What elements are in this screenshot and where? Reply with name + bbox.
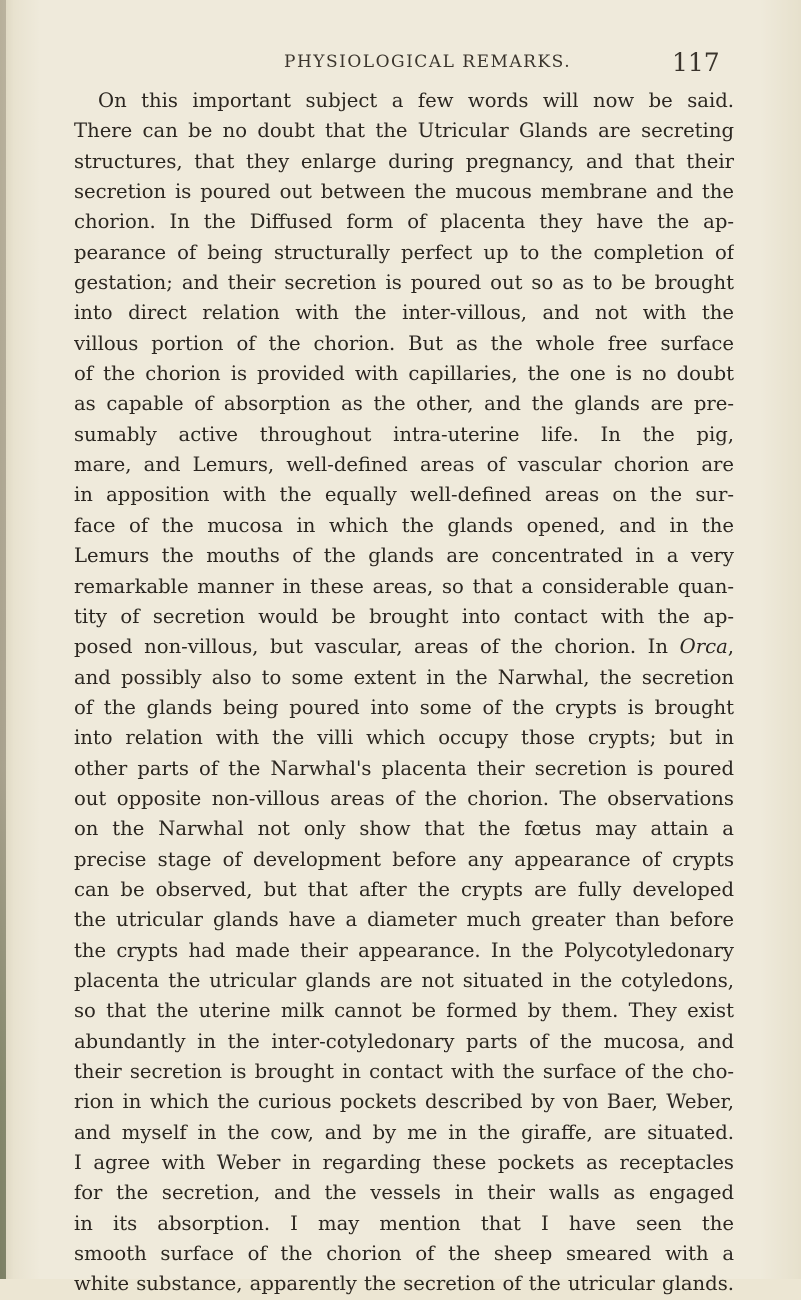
text-line: into relation with the villi which occupy those crypts; but in [74, 726, 734, 750]
text-line: white substance, apparently the secretion of the utricular glands. [74, 1272, 734, 1296]
text-line: so that the uterine milk cannot be formed by them. They exist [74, 999, 734, 1023]
text-line: Lemurs the mouths of the glands are concentrated in a very [74, 544, 734, 568]
text-line: other parts of the Narwhal's placenta their secretion is poured [74, 756, 734, 780]
text-line: There can be no doubt that the Utricular Glands are secreting [74, 119, 734, 143]
text-line: abundantly in the inter-cotyledonary parts of the mucosa, and [74, 1029, 734, 1053]
text-line: secretion is poured out between the mucous membrane and the [74, 180, 734, 204]
text-line: and possibly also to some extent in the Narwhal, the secretion [74, 665, 734, 689]
text-line: face of the mucosa in which the glands opened, and in the [74, 513, 734, 537]
text-line: gestation; and their secretion is poured out so as to be brought [74, 271, 734, 295]
text-line: as capable of absorption as the other, and the glands are pre- [74, 392, 734, 416]
page-number: 117 [672, 48, 720, 77]
text-line: tity of secretion would be brought into contact with the ap- [74, 604, 734, 628]
text-line: the crypts had made their appearance. In the Polycotyledonary [74, 938, 734, 962]
text-line: I agree with Weber in regarding these pockets as receptacles [74, 1151, 734, 1175]
text-line: precise stage of development before any appearance of crypts [74, 847, 734, 871]
text-line: chorion. In the Diffused form of placenta they have the ap- [74, 210, 734, 234]
text-line: and myself in the cow, and by me in the giraffe, are situated. [74, 1120, 734, 1144]
page-binding-edge [0, 0, 6, 1279]
italic-genus-name: Orca [679, 635, 728, 659]
text-line: sumably active throughout intra-uterine life. In the pig, [74, 422, 734, 446]
text-line: rion in which the curious pockets described by von Baer, Weber, [74, 1090, 734, 1114]
body-text [74, 86, 734, 1300]
text-line: of the chorion is provided with capillaries, the one is no doubt [74, 362, 734, 386]
text-line: placenta the utricular glands are not situated in the cotyledons, [74, 968, 734, 992]
text-line: their secretion is brought in contact with the surface of the cho- [74, 1060, 734, 1083]
text-line: for the secretion, and the vessels in their walls as engaged [74, 1181, 734, 1205]
text-line: of the glands being poured into some of the crypts is brought [74, 695, 734, 719]
text-line: posed non-villous, but vascular, areas of the chorion. In Orca, [74, 635, 734, 659]
text-line: mare, and Lemurs, well-defined areas of vascular chorion are [74, 453, 734, 477]
text-line: in apposition with the equally well-defined areas on the sur- [74, 483, 734, 507]
text-line: can be observed, but that after the crypts are fully developed [74, 877, 734, 901]
text-line: out opposite non-villous areas of the chorion. The observations [74, 786, 734, 810]
running-head [0, 48, 801, 82]
text-line: into direct relation with the inter-villous, and not with the [74, 301, 734, 325]
text-line: On this important subject a few words will now be said. [98, 89, 734, 112]
text-line: in its absorption. I may mention that I have seen the [74, 1211, 734, 1235]
text-line: remarkable manner in these areas, so that a considerable quan- [74, 574, 734, 598]
running-title: PHYSIOLOGICAL REMARKS. [284, 52, 572, 72]
text-line: smooth surface of the chorion of the sheep smeared with a [74, 1242, 734, 1266]
text-line: structures, that they enlarge during pregnancy, and that their [74, 149, 734, 173]
text-line: villous portion of the chorion. But as the whole free surface [74, 331, 734, 355]
text-line: on the Narwhal not only show that the fœtus may attain a [74, 817, 734, 841]
text-line: the utricular glands have a diameter much greater than before [74, 908, 734, 932]
text-line: pearance of being structurally perfect up to the completion of [74, 240, 734, 264]
